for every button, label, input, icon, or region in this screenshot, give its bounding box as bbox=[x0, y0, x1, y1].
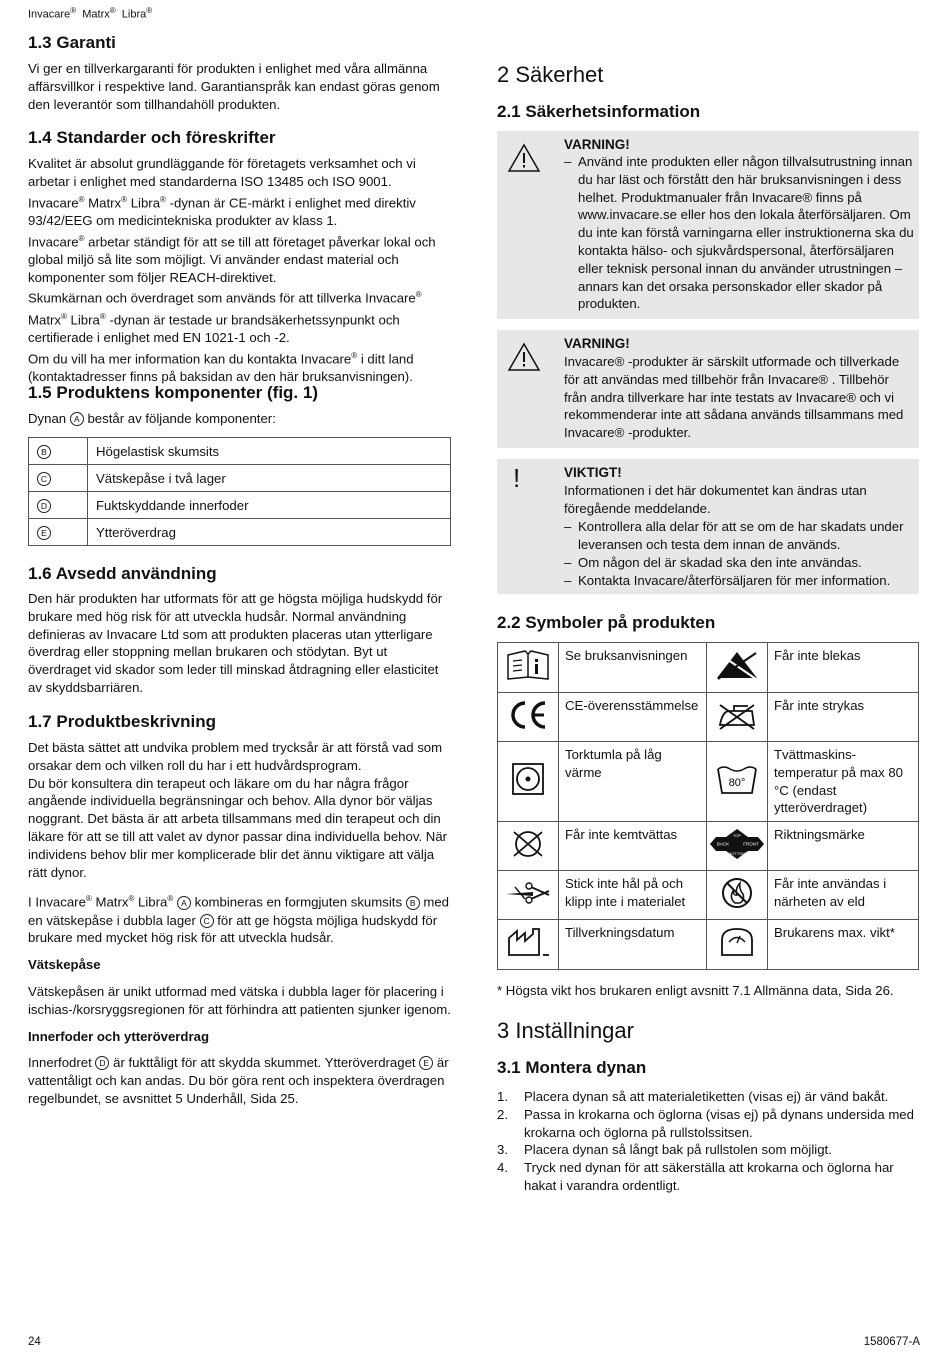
warning-triangle-icon bbox=[507, 342, 541, 372]
table-row bbox=[29, 465, 451, 492]
manual-icon bbox=[498, 643, 559, 693]
heading-2-1: 2.1 Säkerhetsinformation bbox=[497, 102, 701, 121]
table-row bbox=[29, 438, 451, 465]
no-pierce-cut-icon bbox=[498, 871, 559, 920]
no-fire-icon bbox=[707, 871, 768, 920]
wash-80-icon bbox=[707, 742, 768, 822]
symbol-label: Stick inte hål på och klipp inte i materialet bbox=[559, 871, 707, 920]
components-table bbox=[28, 437, 451, 546]
table-row bbox=[498, 920, 919, 970]
heading-1-3: 1.3 Garanti bbox=[28, 33, 116, 52]
symbol-label: Brukarens max. vikt* bbox=[768, 920, 919, 970]
paragraph-standards-5: Om du vill ha mer information kan du kontakta Invacare® i ditt land (kontaktadresser finns på baksidan av den här bruksanvisningen). bbox=[28, 350, 414, 384]
component-label: Ytteröverdrag bbox=[88, 519, 451, 546]
paragraph-standards-4: Skumkärnan och överdraget som används för att tillverka Invacare® Matrx® Libra® -dynan är testade ur brandsäkerhetssynpunkt och certifierade i enlighet med EN 1021-1 och -2. bbox=[28, 290, 422, 345]
no-bleach-icon bbox=[707, 643, 768, 693]
heading-3-1: 3.1 Montera dynan bbox=[497, 1058, 647, 1077]
table-row bbox=[498, 643, 919, 693]
document-number: 1580677-A bbox=[863, 1336, 920, 1348]
list-item: 2. Passa in krokarna och öglorna (visas ej) på dynans undersida med krokarna och öglorna på rullstolssitsen. bbox=[497, 1106, 914, 1140]
paragraph-standards-3: Invacare® arbetar ständigt för att se till att företaget påverkar lokal och global miljö så lite som möjligt. Vi använder endast material och komponenter som följer REACH-direktivet. bbox=[28, 233, 436, 285]
assembly-steps bbox=[497, 1088, 919, 1195]
important-box bbox=[497, 459, 919, 594]
warning-triangle-icon bbox=[507, 143, 541, 173]
warning-title: VARNING! bbox=[564, 336, 630, 351]
component-marker: B bbox=[37, 445, 51, 459]
components-intro: Dynan A består av följande komponenter: bbox=[28, 411, 276, 426]
warning-title: VARNING! bbox=[564, 137, 630, 152]
symbols-table bbox=[497, 642, 919, 970]
table-row bbox=[498, 693, 919, 742]
svg-text:BACK: BACK bbox=[716, 841, 730, 847]
component-label: Högelastisk skumsits bbox=[88, 438, 451, 465]
important-text: Informationen i det här dokumentet kan ändras utan föregående meddelande. bbox=[564, 483, 867, 516]
warning-box-2 bbox=[497, 330, 919, 448]
paragraph-intended-use: Den här produkten har utformats för att ge högsta möjliga hudskydd för brukare med hög risk för att utveckla hudsår. Normal användning definieras av Invacare Ltd som att produkten placeras utan ytterligare överdrag eller stoppning mellan brukaren och stödytan. Byt ut överdraget vid skador som leder till minskad åtdragning eller elasticitet av skyddsbarriären. bbox=[28, 591, 443, 695]
symbol-label: Får inte användas i närheten av eld bbox=[768, 871, 919, 920]
symbol-label: Se bruksanvisningen bbox=[559, 643, 707, 693]
wash-temp-label: 80° bbox=[728, 777, 746, 790]
list-item: 4. Tryck ned dynan för att säkerställa att krokarna och öglorna har hakat i varandra ordentligt. bbox=[497, 1160, 894, 1193]
paragraph-fluid-bag: Vätskepåsen är unikt utformad med vätska i dubbla lager för placering i ischias-/korsryggsregionen för att förhindra att patienten sjunker igenom. bbox=[28, 983, 451, 1017]
svg-text:TOP: TOP bbox=[732, 832, 742, 838]
heading-2: 2 Säkerhet bbox=[497, 62, 604, 87]
warning-text: Invacare® -produkter är särskilt utformade och tillverkade för att användas med tillbehör från Invacare® . Tillbehör från andra tillverkare har inte testats av Invacare® och vi rekommenderar inte att sådana används tillsammans med Invacare® -produkter. bbox=[564, 354, 904, 441]
section-description bbox=[28, 739, 452, 1108]
paragraph-garanti: Vi ger en tillverkargaranti för produkten i enlighet med våra allmänna affärsvillkor i respektive land. Garantianspråk kan endast göras genom den leverantör som tillhandahöll produkten. bbox=[28, 61, 440, 112]
heading-3: 3 Inställningar bbox=[497, 1018, 634, 1043]
no-dry-clean-icon bbox=[498, 822, 559, 871]
table-row bbox=[498, 742, 919, 822]
symbol-label: Får inte strykas bbox=[768, 693, 919, 742]
running-header: Invacare® Matrx® Libra® bbox=[28, 6, 153, 21]
important-title: VIKTIGT! bbox=[564, 465, 622, 480]
svg-text:BOTTOM: BOTTOM bbox=[728, 850, 746, 856]
heading-1-5: 1.5 Produktens komponenter (fig. 1) bbox=[28, 383, 318, 402]
section-standards bbox=[28, 155, 452, 386]
symbol-label: Tvättmaskins-temperatur på max 80 °C (endast ytteröverdraget) bbox=[768, 742, 919, 822]
paragraph-desc-2: Du bör konsultera din terapeut och läkare om du har några frågor angående individuella begränsningar och behov. Alla dynor bör väljas noggrant. Det bästa är att arbeta tillsammans med din terapeut och din läkare för att se till att valet av dynor passar dina individuella behov. När individens behov blir mer komplicerade blir det ännu viktigare att välja rätt dynor. bbox=[28, 775, 448, 880]
svg-text:FRONT: FRONT bbox=[743, 841, 759, 847]
no-iron-icon bbox=[707, 693, 768, 742]
page-number: 24 bbox=[28, 1336, 41, 1348]
paragraph-desc-1: Det bästa sättet att undvika problem med trycksår är att förstå vad som orsakar dem och vilken roll du har i ett hudvårdsprogram. bbox=[28, 740, 443, 773]
weight-footnote: * Högsta vikt hos brukaren enligt avsnitt 7.1 Allmänna data, Sida 26. bbox=[497, 983, 894, 998]
symbol-label: Riktningsmärke bbox=[768, 822, 919, 871]
component-marker: D bbox=[37, 499, 51, 513]
heading-1-4: 1.4 Standarder och föreskrifter bbox=[28, 128, 276, 147]
max-weight-icon bbox=[707, 920, 768, 970]
symbol-label: Får inte kemtvättas bbox=[559, 822, 707, 871]
symbol-label: CE-överensstämmelse bbox=[559, 693, 707, 742]
symbol-label: Tillverkningsdatum bbox=[559, 920, 707, 970]
table-row bbox=[29, 519, 451, 546]
warning-box-1 bbox=[497, 131, 919, 319]
ce-mark-icon bbox=[498, 693, 559, 742]
list-item: – Kontakta Invacare/återförsäljaren för mer information. bbox=[564, 573, 891, 588]
component-marker: E bbox=[37, 526, 51, 540]
paragraph-desc-3: I Invacare® Matrx® Libra® A kombineras en formgjuten skumsits B med en vätskepåse i dubbla lager C för att ge högsta möjliga hudskydd för brukare med mycket hög risk för att utveckla hudsår. bbox=[28, 894, 450, 946]
manufacture-date-icon bbox=[498, 920, 559, 970]
subheading-fluid-bag: Vätskepåse bbox=[28, 957, 101, 973]
list-item: 3. Placera dynan så långt bak på rullstolen som möjligt. bbox=[497, 1142, 832, 1158]
component-marker: C bbox=[37, 472, 51, 486]
symbol-label: Får inte blekas bbox=[768, 643, 919, 693]
component-label: Vätskepåse i två lager bbox=[88, 465, 451, 492]
symbol-label: Torktumla på låg värme bbox=[559, 742, 707, 822]
marker-a: A bbox=[70, 412, 84, 426]
paragraph-standards-1: Kvalitet är absolut grundläggande för företagets verksamhet och vi arbetar i enlighet med standarderna ISO 13485 och ISO 9001. bbox=[28, 156, 416, 189]
paragraph-standards-2: Invacare® Matrx® Libra® -dynan är CE-märkt i enlighet med direktiv 93/42/EEG om medicintekniska produkter av klass 1. bbox=[28, 194, 416, 228]
direction-mark-icon bbox=[707, 822, 768, 871]
list-item: – Kontrollera alla delar för att se om de har skadats under leveransen och testa dem innan de används. bbox=[564, 519, 904, 552]
heading-1-7: 1.7 Produktbeskrivning bbox=[28, 712, 216, 731]
table-row bbox=[498, 822, 919, 871]
component-label: Fuktskyddande innerfoder bbox=[88, 492, 451, 519]
paragraph-covers: Innerfodret D är fukttåligt för att skydda skummet. Ytteröverdraget E är vattentåligt och kan andas. Du bör göra rent och inspektera överdragen regelbundet, se avsnittet 5 Underhåll, Sida 25. bbox=[28, 1055, 449, 1106]
subheading-covers: Innerfoder och ytteröverdrag bbox=[28, 1028, 209, 1044]
table-row bbox=[498, 871, 919, 920]
heading-2-2: 2.2 Symboler på produkten bbox=[497, 613, 716, 632]
exclamation-icon: ! bbox=[513, 463, 521, 493]
tumble-dry-low-icon bbox=[498, 742, 559, 822]
list-item: 1. Placera dynan så att materialetiketten (visas ej) är vänd bakåt. bbox=[497, 1089, 889, 1104]
table-row bbox=[29, 492, 451, 519]
list-item: – Om någon del är skadad ska den inte användas. bbox=[564, 555, 862, 570]
warning-text: – Använd inte produkten eller någon tillvalsutrustning innan du har läst och förstått den här bruksanvisningen i dess helhet. Produktmanualer från Invacare® finns på www.invacare.se eller hos den lokala återförsäljaren. Om du inte kan förstå varningarna eller instruktionerna ska du kontakta hälso- och sjukvårdspersonal, återförsäljaren eller teknisk personal innan du använder utrustningen – annars kan det orsaka personskador eller skador på produkten. bbox=[564, 154, 914, 312]
heading-1-6: 1.6 Avsedd användning bbox=[28, 564, 217, 583]
